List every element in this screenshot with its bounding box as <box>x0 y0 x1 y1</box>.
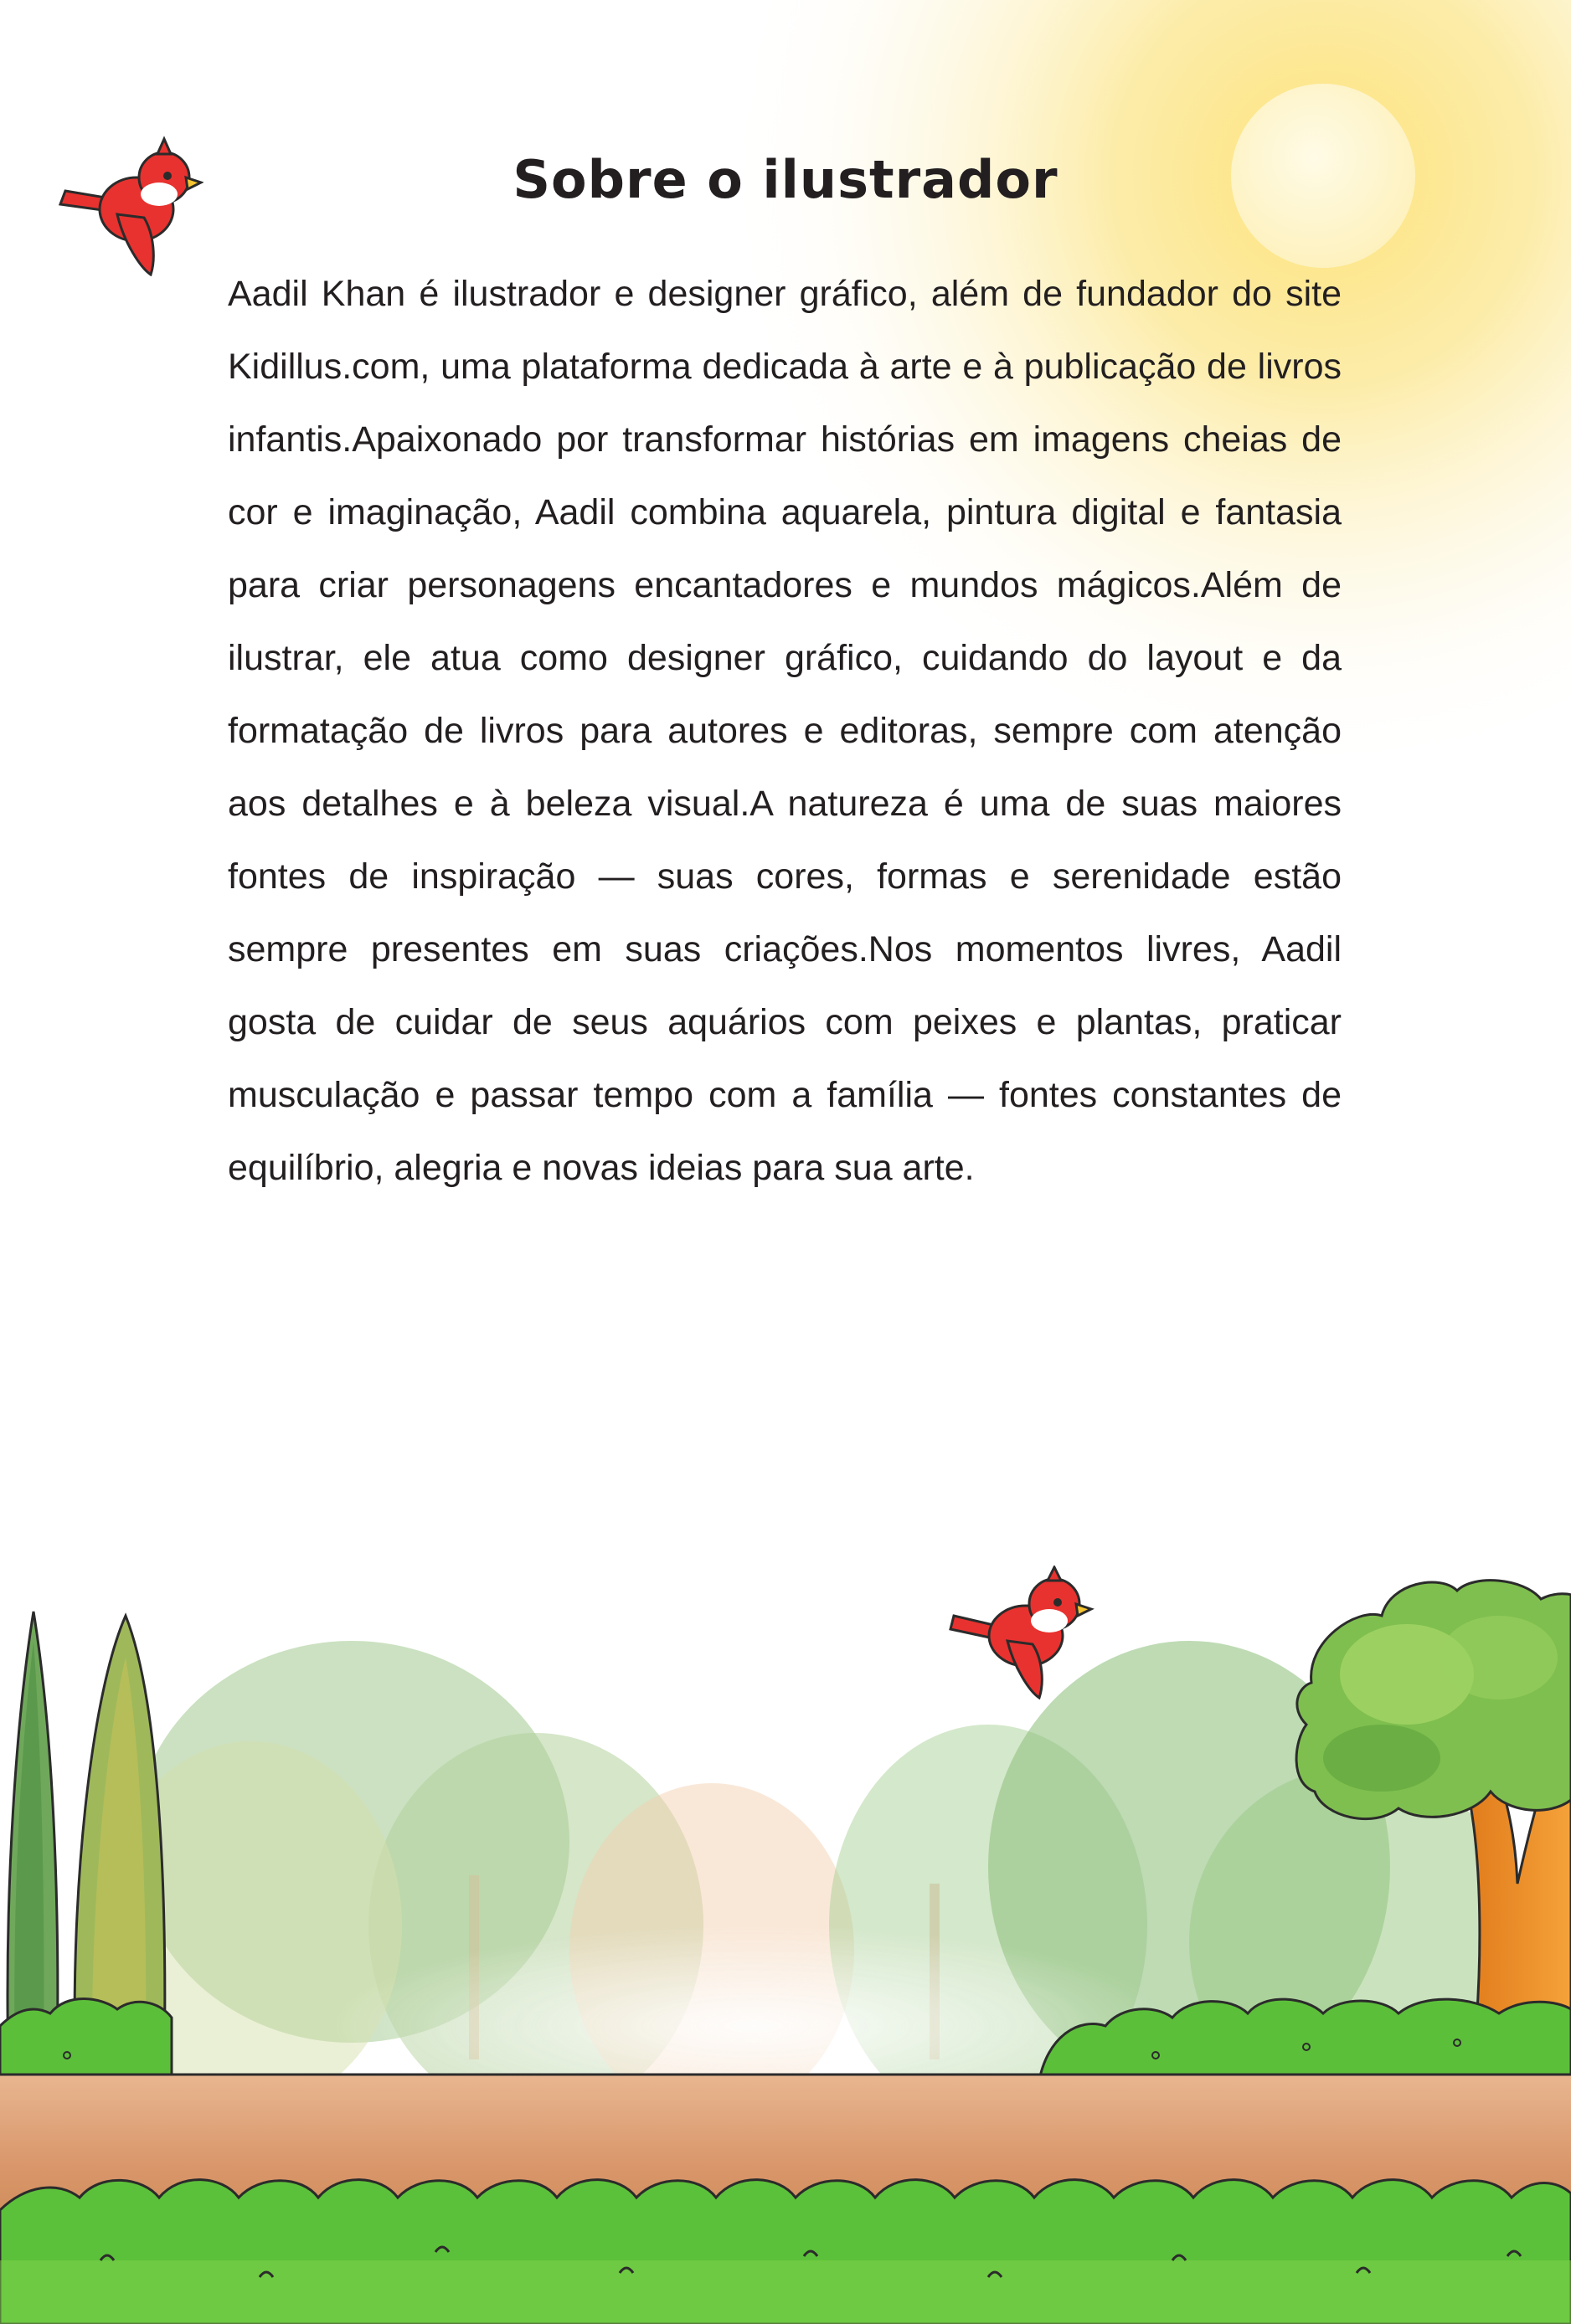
body-paragraph: Aadil Khan é ilustrador e designer gráfico, além de fundador do site Kidillus.com, uma plataforma dedicada à arte e à publicação de livros infantis.Apaixonado por transformar histórias em imagens cheias de cor e imaginação, Aadil combina aquarela, pintura digital e fantasia para criar personagens encantadores e mundos mágicos.Além de ilustrar, ele atua como designer gráfico, cuidando do layout e da formatação de livros para autores e editoras, sempre com atenção aos detalhes e à beleza visual.A natureza é uma de suas maiores fontes de inspiração — suas cores, formas e serenidade estão sempre presentes em suas criações.Nos momentos livres, Aadil gosta de cuidar de seus aquários com peixes e plantas, praticar musculação e passar tempo com a família — fontes constantes de equilíbrio, alegria e novas ideias para sua arte. <box>228 274 1342 1188</box>
red-bird-illustration <box>949 1566 1095 1699</box>
page-title: Sobre o ilustrador <box>513 149 1058 210</box>
grass-hedge-illustration <box>0 2180 1571 2324</box>
